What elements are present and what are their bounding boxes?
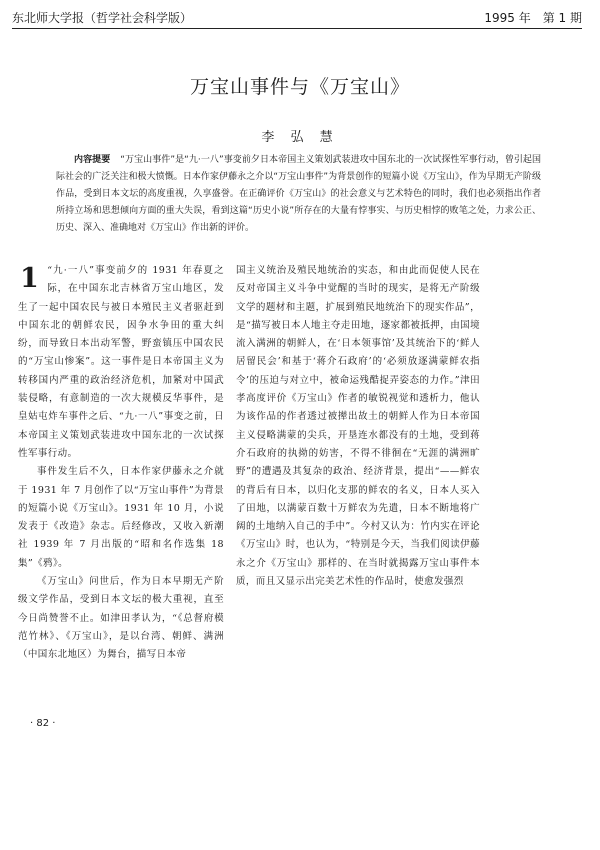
abstract-label: 内容提要: [74, 155, 111, 165]
page-number: · 82 ·: [30, 718, 56, 729]
article-title: 万宝山事件与《万宝山》: [189, 76, 410, 98]
abstract: [56, 152, 541, 237]
body-paragraph: 《万宝山》问世后，作为日本早期无产阶级文学作品，受到日本文坛的极大重视，直至今日尚赞誉不止。如津田孝认为，“《总督府模范竹林》、《万宝山》，是以台湾、朝鲜、满洲（中国东北地区）为舞台，描写日本帝: [18, 576, 224, 661]
journal-name: 东北师大学报（哲学社会科学版）: [12, 11, 193, 25]
running-header: [12, 6, 582, 29]
body-right-column: [236, 262, 480, 591]
paragraph-text: “九·一八”事变前夕的 1931 年春夏之际，在中国东北吉林省万宝山地区，发生了一起中国农民与被日本殖民主义者驱赶到中国东北的朝鲜农民，因争水争田的重大纠纷，而导致日本出动军警，野蛮镇压中国农民的“万宝山惨案”。这一事件是日本帝国主义为转移国内严重的政治经济危机，加紧对中国武装侵略，有意制造的一次大规模反华事件，是皇姑屯炸车事件之后、“九·一八”事变之前，日本帝国主义策划武装进攻中国东北的一次试探性军事行动。: [18, 265, 224, 459]
article-author: 李 弘 慧: [261, 130, 339, 145]
issue-number: 1995 年 第 1 期: [484, 11, 582, 25]
body-paragraph: 国主义统治及殖民地统治的实态，和由此而促使人民在反对帝国主义斗争中觉醒的当时的现实，是将无产阶级文学的题材和主题，扩展到殖民地统治下的现实作品”，是“描写被日本人地主夺走田地，逐家都被抵押，由国境流入满洲的朝鲜人，在‘日本领事馆’及其统治下的‘鲜人居留民会’和基于‘蒋介石政府’的‘必须放逐满蒙鲜农指令’的压迫与对立中，被命运残酷捉弄姿态的力作。”津田孝高度评价《万宝山》作者的敏锐视觉和透析力，他认为该作品的作者透过被撵出故土的朝鲜人作为日本帝国主义侵略满蒙的尖兵，开垦连水都没有的土地，受到蒋介石政府的执拗的妨害，不得不徘徊在“无涯的满洲旷野”的遭遇及其复杂的政治、经济背景，提出“——鲜农的背后有日本，以归化支那的鲜农的名义，日本人买入了田地，以满蒙百数十万鲜农为先遣，日本不断地将广阔的土地纳入自己的手中”。今村又认为：竹内实在评论《万宝山》时，也认为，“特别是今天，当我们阅读伊藤永之介《万宝山》那样的、在当时就揭露万宝山事件本质，而且又显示出完美艺术性的作品时，使愈发强烈: [236, 265, 480, 588]
body-paragraph: 事件发生后不久，日本作家伊藤永之介就于 1931 年 7 月创作了以“万宝山事件”为背景的短篇小说《万宝山》。1931 年 10 月，小说发表于《改造》杂志。后经修改，又收入新潮社 1939 年 7 月出版的“昭和名作选集 18 集”《鸦》。: [18, 466, 224, 569]
abstract-text: “万宝山事件”是“九·一八”事变前夕日本帝国主义策划武装进攻中国东北的一次试探性军事行动，曾引起国际社会的广泛关注和极大愤慨。日本作家伊藤永之介以“万宝山事件”为背景创作的短篇小说《万宝山》，作为早期无产阶级作品，受到日本文坛的高度重视，久享盛誉。在正确评价《万宝山》的社会意义与艺术特色的同时，我们也必须指出作者所持立场和思想倾向方面的重大失误，看到这篇“历史小说”所存在的大量有悖事实、与历史相悖的败笔之处，力求公正、历史、深入、准确地对《万宝山》作出新的评价。: [56, 155, 541, 233]
body-left-column: [18, 262, 224, 665]
body-paragraph: [18, 262, 224, 463]
section-number: 1: [20, 263, 40, 294]
